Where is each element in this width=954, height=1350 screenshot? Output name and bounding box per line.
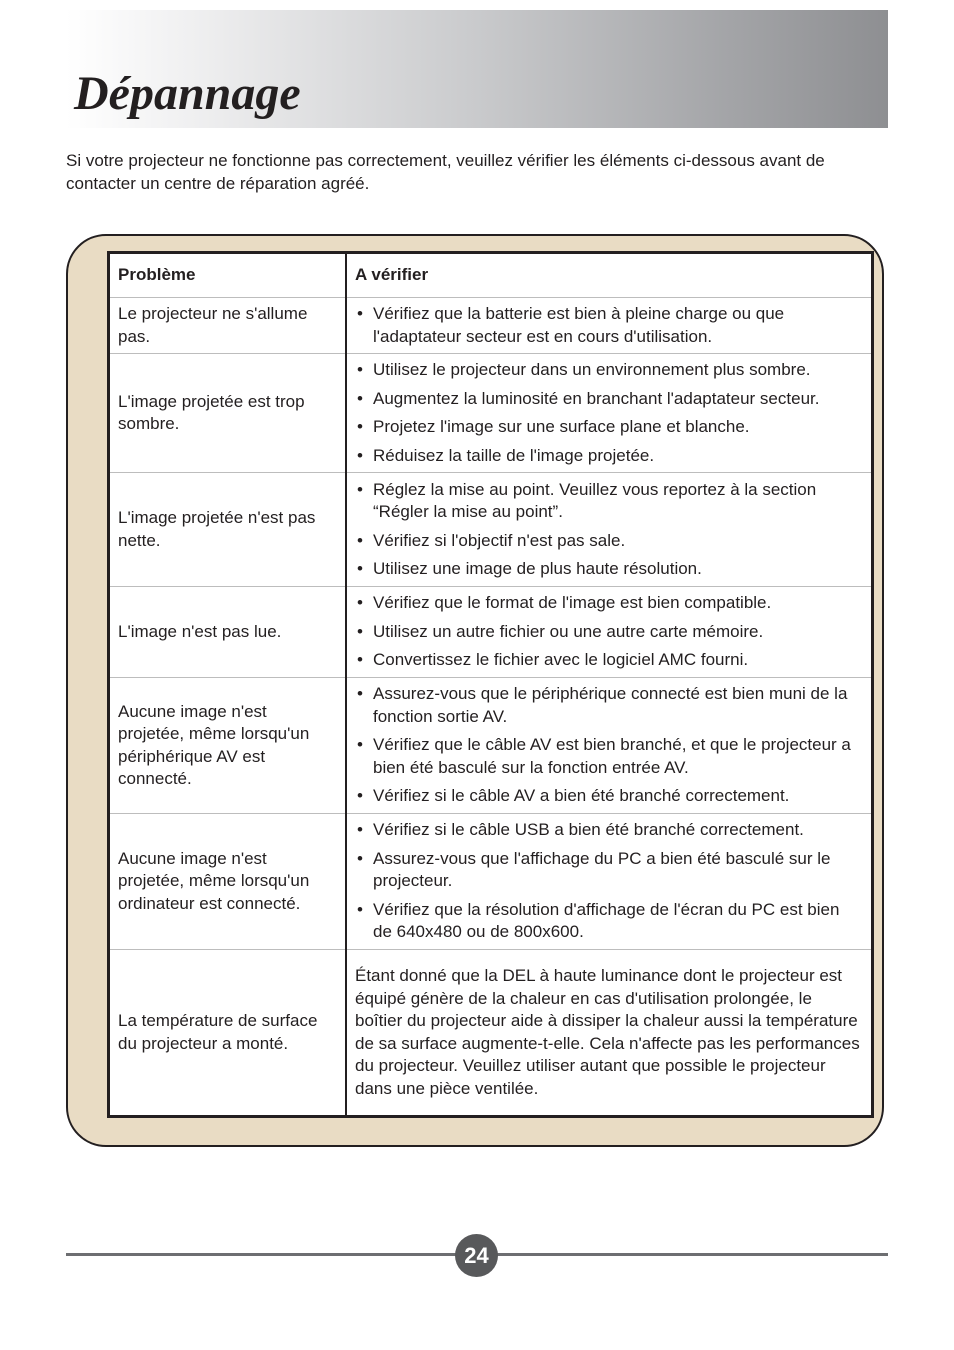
table-row <box>109 678 873 814</box>
check-item: • Vérifiez si l'objectif n'est pas sale. <box>355 530 863 553</box>
footer-rule-right <box>495 1253 888 1256</box>
check-cell <box>346 678 873 814</box>
troubleshooting-table <box>107 251 874 1118</box>
check-cell <box>346 354 873 473</box>
intro-text: Si votre projecteur ne fonctionne pas correctement, veuillez vérifier les éléments ci-dessous avant de contacter un centre de réparation agréé. <box>66 151 825 193</box>
check-item: • Utilisez une image de plus haute résolution. <box>355 558 863 581</box>
problem-cell: L'image n'est pas lue. <box>109 587 347 678</box>
problem-cell: Aucune image n'est projetée, même lorsqu'un périphérique AV est connecté. <box>109 678 347 814</box>
header-check: A vérifier <box>346 253 873 298</box>
check-item: • Projetez l'image sur une surface plane et blanche. <box>355 416 863 439</box>
check-item: • Vérifiez que la batterie est bien à pleine charge ou que l'adaptateur secteur est en cours d'utilisation. <box>355 303 863 348</box>
page-number: 24 <box>455 1234 498 1277</box>
check-item: • Vérifiez si le câble USB a bien été branché correctement. <box>355 819 863 842</box>
check-cell <box>346 473 873 587</box>
problem-cell: Aucune image n'est projetée, même lorsqu'un ordinateur est connecté. <box>109 814 347 950</box>
check-item: • Réduisez la taille de l'image projetée. <box>355 445 863 468</box>
problem-cell: La température de surface du projecteur a monté. <box>109 950 347 1117</box>
check-item: • Vérifiez que le format de l'image est bien compatible. <box>355 592 863 615</box>
table-header-row <box>109 253 873 298</box>
table-row <box>109 473 873 587</box>
problem-cell: Le projecteur ne s'allume pas. <box>109 298 347 354</box>
check-item: • Utilisez le projecteur dans un environnement plus sombre. <box>355 359 863 382</box>
check-item: • Augmentez la luminosité en branchant l'adaptateur secteur. <box>355 388 863 411</box>
table-row <box>109 587 873 678</box>
footer-rule-left <box>66 1253 458 1256</box>
note-text: Étant donné que la DEL à haute luminance dont le projecteur est équipé génère de la chaleur en cas d'utilisation prolongée, le boîtier du projecteur aide à dissiper la chaleur aussi la température de sa surface augmente-t-elle. Cela n'affecte pas les performances du projecteur. Veuillez utiliser autant que possible le projecteur dans une pièce ventilée. <box>355 966 860 1098</box>
table-row <box>109 950 873 1117</box>
table-row <box>109 814 873 950</box>
check-item: • Utilisez un autre fichier ou une autre carte mémoire. <box>355 621 863 644</box>
check-item: • Convertissez le fichier avec le logiciel AMC fourni. <box>355 649 863 672</box>
check-item: • Vérifiez que le câble AV est bien branché, et que le projecteur a bien été basculé sur la fonction entrée AV. <box>355 734 863 779</box>
problem-cell: L'image projetée est trop sombre. <box>109 354 347 473</box>
check-item: • Vérifiez que la résolution d'affichage de l'écran du PC est bien de 640x480 ou de 800x600. <box>355 899 863 944</box>
check-cell <box>346 298 873 354</box>
table-row <box>109 298 873 354</box>
check-item: • Vérifiez si le câble AV a bien été branché correctement. <box>355 785 863 808</box>
check-cell <box>346 950 873 1117</box>
check-cell <box>346 587 873 678</box>
table-row <box>109 354 873 473</box>
check-item: • Réglez la mise au point. Veuillez vous reportez à la section “Régler la mise au point”. <box>355 479 863 524</box>
check-cell <box>346 814 873 950</box>
problem-cell: L'image projetée n'est pas nette. <box>109 473 347 587</box>
check-item: • Assurez-vous que le périphérique connecté est bien muni de la fonction sortie AV. <box>355 683 863 728</box>
header-problem: Problème <box>109 253 347 298</box>
check-item: • Assurez-vous que l'affichage du PC a bien été basculé sur le projecteur. <box>355 848 863 893</box>
page-title: Dépannage <box>74 67 301 120</box>
